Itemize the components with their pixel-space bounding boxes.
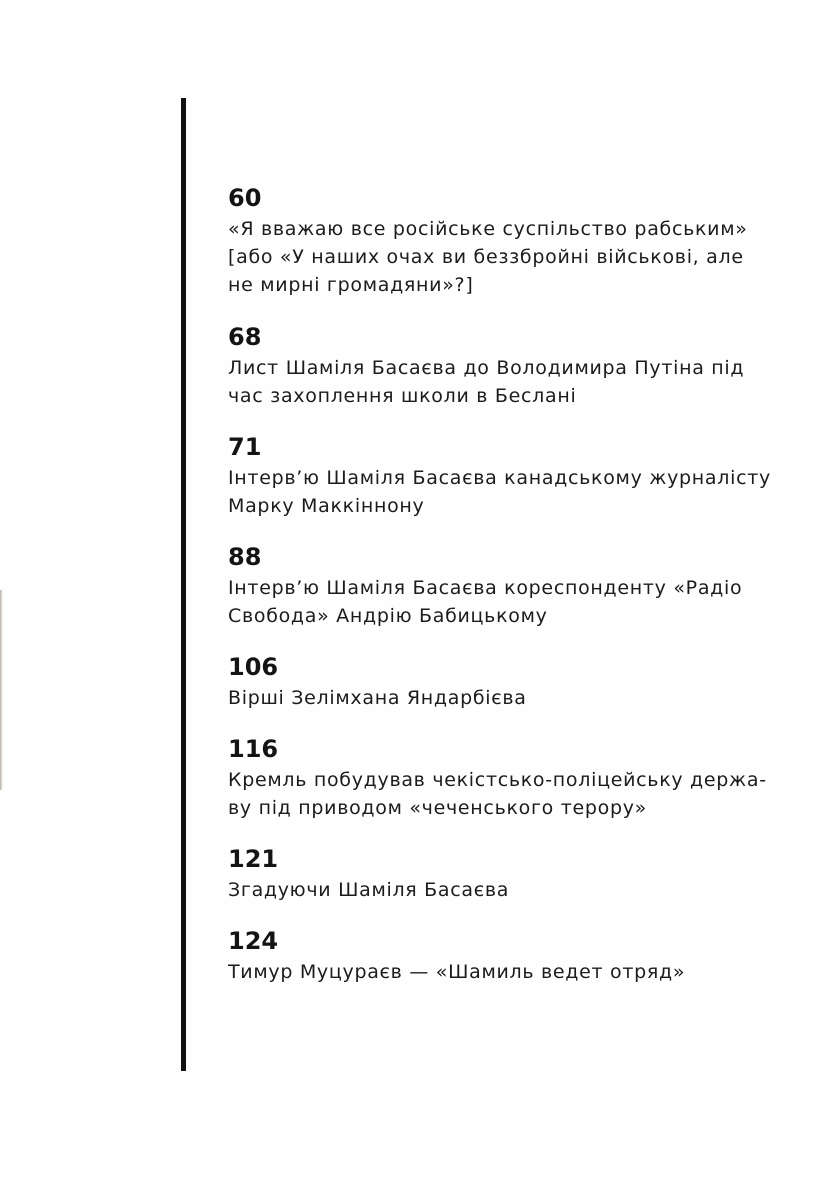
toc-entry xyxy=(228,925,788,986)
toc-title-line: ву під приводом «чеченського терору» xyxy=(228,797,647,819)
toc-entry xyxy=(228,431,788,520)
toc-title-line: [або «У наших очах ви беззбройні військові, але xyxy=(228,246,744,268)
toc-title-line: Згадуючи Шаміля Басаєва xyxy=(228,879,510,901)
toc-page-number: 88 xyxy=(228,543,262,571)
toc-title-line: Вірші Зелімхана Яндарбієва xyxy=(228,687,527,709)
toc-page-number: 106 xyxy=(228,653,279,681)
toc-entry xyxy=(228,541,788,630)
toc-title-line: Марку Маккіннону xyxy=(228,495,425,517)
toc-title-line: Тимур Муцураєв — «Шамиль ведет отряд» xyxy=(228,961,686,983)
toc-page-number: 116 xyxy=(228,735,279,763)
toc-title-line: Інтерв’ю Шаміля Басаєва кореспонденту «Радіо xyxy=(228,577,743,599)
toc-title-line: час захоплення школи в Беслані xyxy=(228,385,577,407)
toc-title-line: Лист Шаміля Басаєва до Володимира Путіна під xyxy=(228,357,745,379)
toc-entry xyxy=(228,182,788,299)
toc-entry xyxy=(228,733,788,822)
toc-entry xyxy=(228,651,788,712)
table-of-contents xyxy=(228,182,788,986)
toc-title-line: Кремль побудував чекістсько-поліцейську держа- xyxy=(228,769,767,791)
toc-page-number: 124 xyxy=(228,927,279,955)
toc-page-number: 121 xyxy=(228,845,279,873)
toc-title-line: Інтерв’ю Шаміля Басаєва канадському журналісту xyxy=(228,467,771,489)
toc-page-number: 68 xyxy=(228,323,262,351)
vertical-rule xyxy=(181,98,186,1071)
toc-page-number: 71 xyxy=(228,433,262,461)
toc-title-line: Свобода» Андрію Бабицькому xyxy=(228,605,548,627)
toc-page-number: 60 xyxy=(228,184,262,212)
toc-title-line: «Я вважаю все російське суспільство рабським» xyxy=(228,218,748,240)
toc-entry xyxy=(228,843,788,904)
toc-entry xyxy=(228,321,788,410)
toc-title-line: не мирні громадяни»?] xyxy=(228,274,474,296)
page-edge-shadow xyxy=(0,590,3,790)
